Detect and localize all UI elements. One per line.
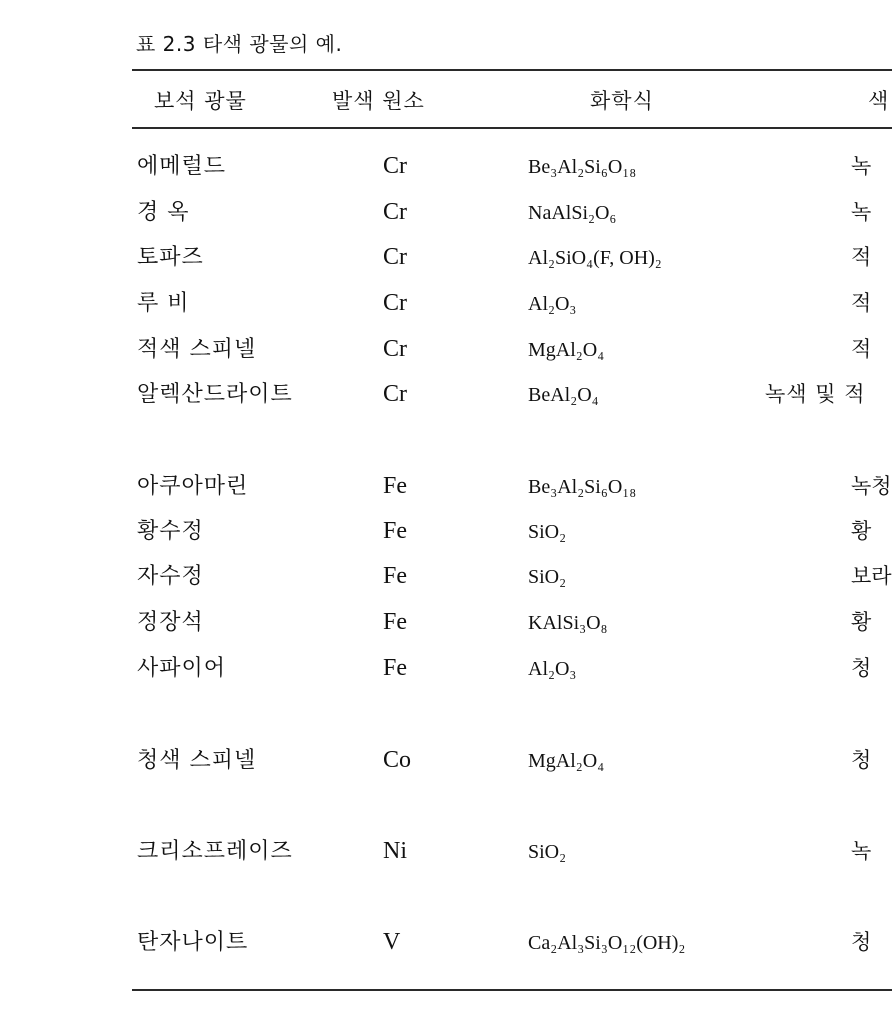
cell-mineral: 정장석: [137, 610, 204, 635]
cell-mineral: 청색 스피넬: [137, 748, 257, 773]
cell-element: Cr: [383, 336, 407, 362]
cell-formula: MgAl₂O₄: [528, 750, 605, 772]
cell-color: 황: [851, 610, 872, 634]
cell-element: Fe: [383, 473, 407, 499]
cell-color: 녹청: [851, 474, 892, 498]
cell-formula: Ca₂Al₃Si₃O₁₂(OH)₂: [528, 932, 686, 954]
cell-element: Fe: [383, 518, 407, 544]
table-caption: 표 2.3 타색 광물의 예.: [136, 32, 343, 56]
cell-color: 청: [851, 656, 872, 680]
cell-element: Fe: [383, 563, 407, 589]
cell-mineral: 사파이어: [137, 656, 227, 681]
cell-element: Co: [383, 747, 412, 773]
cell-color: 보라: [851, 564, 892, 588]
table-top-rule: [132, 69, 892, 71]
cell-formula: SiO₂: [528, 841, 567, 863]
cell-element: Cr: [383, 381, 407, 407]
cell-formula: SiO₂: [528, 521, 567, 543]
cell-formula: NaAlSi₂O₆: [528, 202, 617, 224]
cell-mineral: 토파즈: [137, 245, 204, 270]
header-gem-mineral: 보석 광물: [154, 89, 247, 113]
cell-formula: BeAl₂O₄: [528, 384, 599, 406]
cell-formula: Al₂O₃: [528, 293, 577, 315]
cell-color: 녹: [851, 839, 872, 863]
cell-color: 녹: [851, 154, 872, 178]
cell-mineral: 알렉산드라이트: [137, 382, 293, 407]
header-color: 색: [868, 89, 890, 113]
cell-element: Ni: [383, 838, 407, 864]
cell-element: Fe: [383, 609, 407, 635]
cell-formula: Al₂O₃: [528, 658, 577, 680]
header-chemical-formula: 화학식: [590, 89, 654, 113]
cell-mineral: 크리소프레이즈: [137, 839, 293, 864]
cell-element: Cr: [383, 153, 407, 179]
cell-formula: Be₃Al₂Si₆O₁₈: [528, 476, 637, 498]
cell-element: Fe: [383, 655, 407, 681]
cell-element: Cr: [383, 290, 407, 316]
cell-formula: MgAl₂O₄: [528, 339, 605, 361]
cell-color: 적: [851, 291, 872, 315]
cell-formula: SiO₂: [528, 566, 567, 588]
cell-color: 적: [851, 245, 872, 269]
header-coloring-element: 발색 원소: [332, 89, 425, 113]
cell-mineral: 루 비: [137, 291, 190, 316]
cell-color: 적: [851, 337, 872, 361]
cell-color: 황: [851, 519, 872, 543]
cell-formula: KAlSi₃O₈: [528, 612, 608, 634]
cell-mineral: 아쿠아마린: [137, 474, 249, 499]
cell-mineral: 에메럴드: [137, 154, 227, 179]
cell-color: 녹색 및 적: [765, 382, 866, 406]
cell-color: 청: [851, 930, 872, 954]
cell-element: Cr: [383, 199, 407, 225]
cell-color: 녹: [851, 200, 872, 224]
cell-mineral: 황수정: [137, 519, 204, 544]
cell-element: Cr: [383, 244, 407, 270]
cell-color: 청: [851, 748, 872, 772]
cell-formula: Be₃Al₂Si₆O₁₈: [528, 156, 637, 178]
table-bottom-rule: [132, 989, 892, 991]
cell-mineral: 자수정: [137, 564, 204, 589]
cell-mineral: 탄자나이트: [137, 930, 249, 955]
cell-mineral: 적색 스피넬: [137, 337, 257, 362]
cell-formula: Al₂SiO₄(F, OH)₂: [528, 247, 662, 269]
cell-element: V: [383, 929, 401, 955]
table-header-rule: [132, 127, 892, 129]
cell-mineral: 경 옥: [137, 200, 190, 225]
